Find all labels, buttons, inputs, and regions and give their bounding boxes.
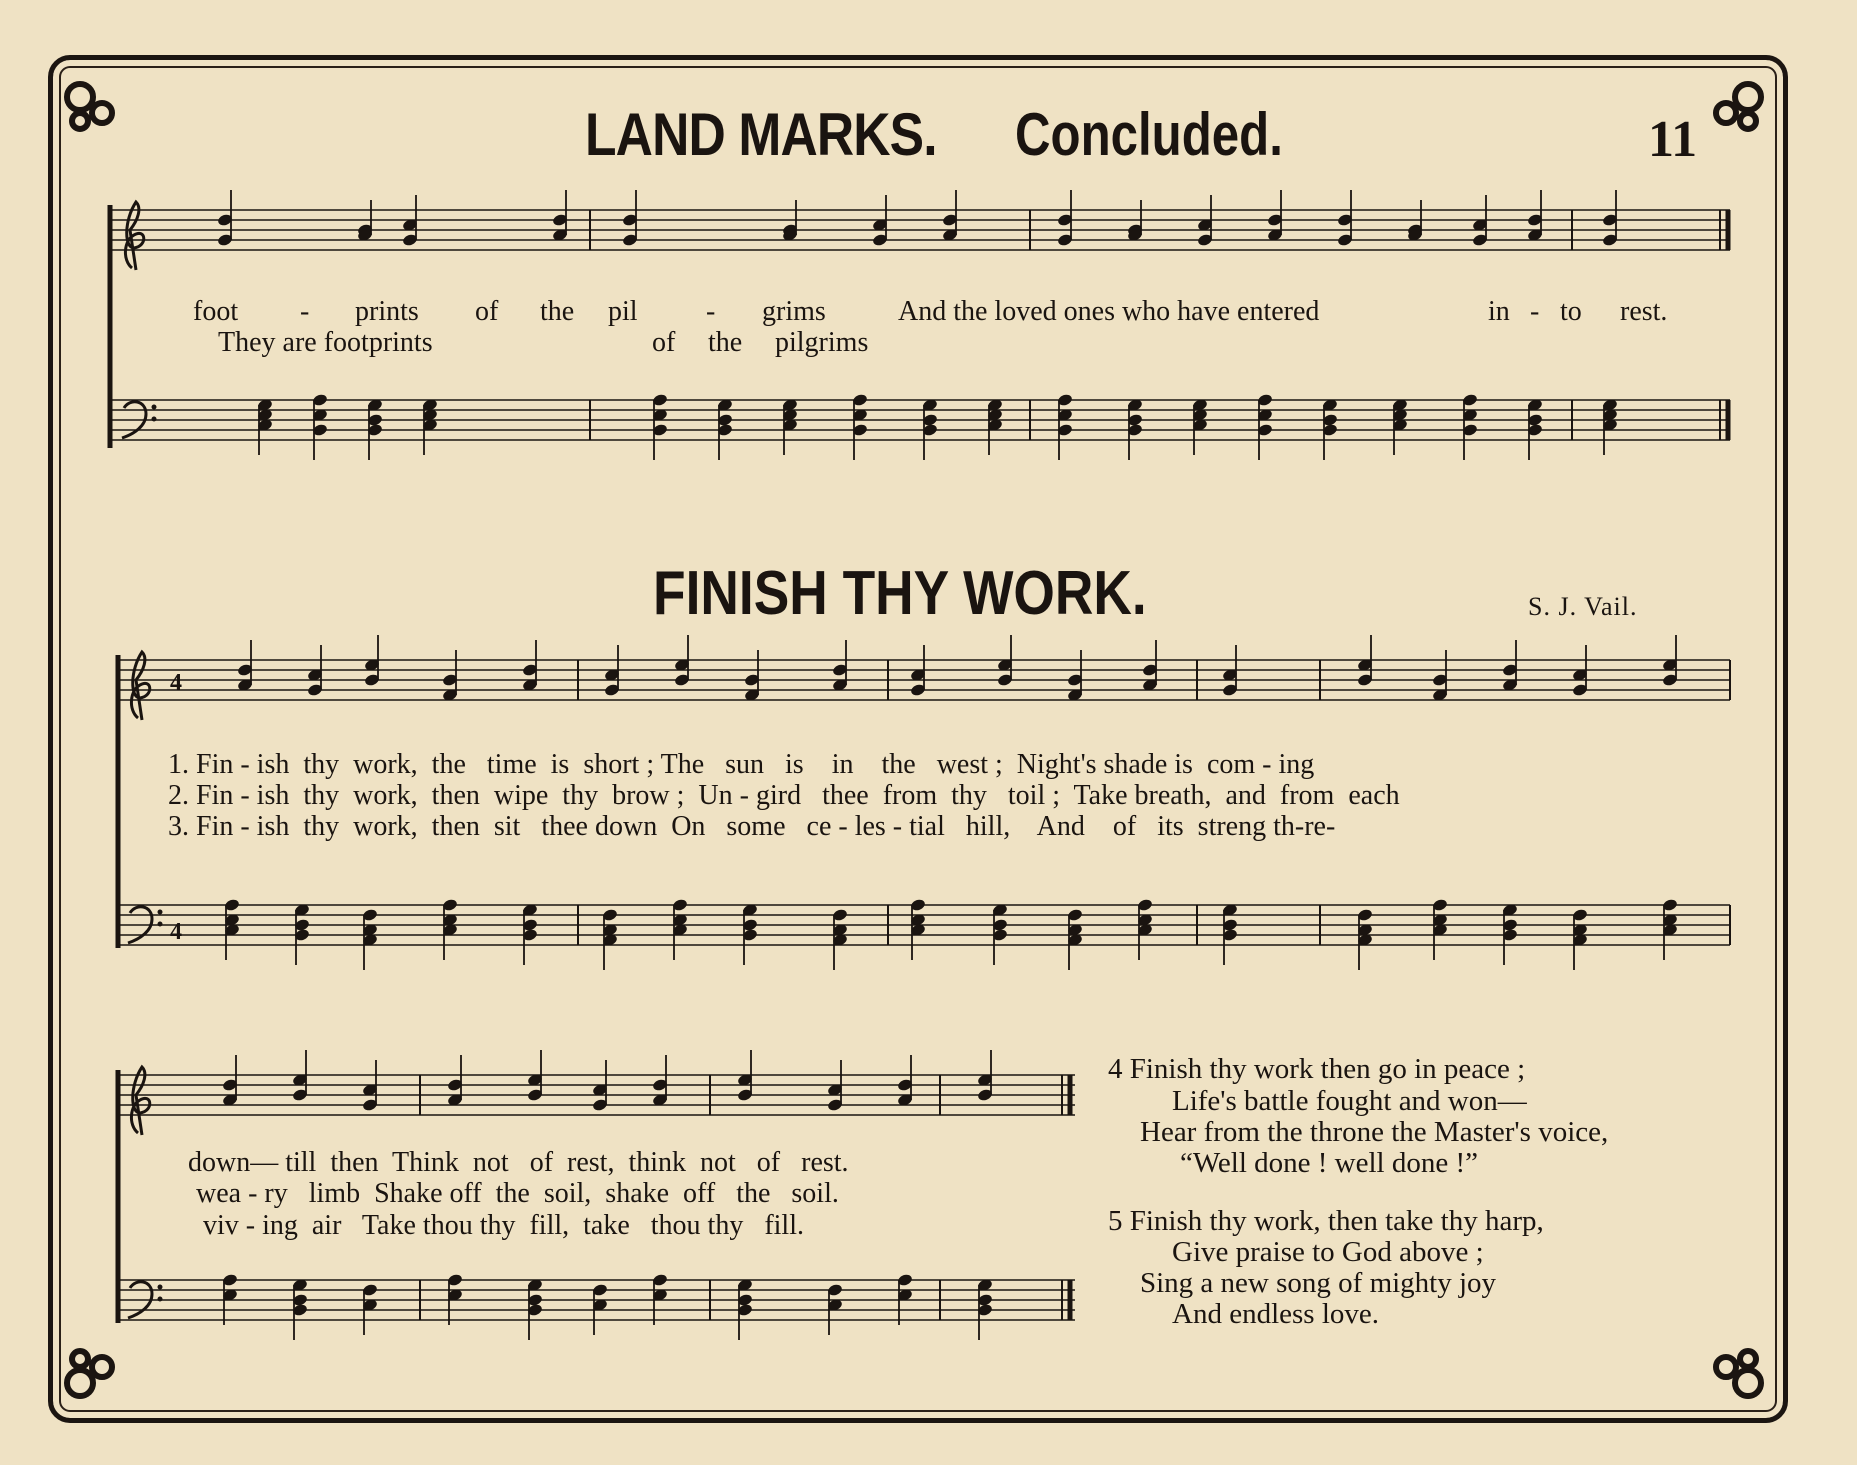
bass-clef-dot — [158, 1285, 163, 1290]
treble-clef-icon — [131, 652, 149, 720]
lyric-word: - — [300, 296, 310, 327]
lyric-word: - — [706, 296, 716, 327]
song-title: FINISH THY WORK. — [653, 559, 1147, 628]
verse-continuation-line: wea - ry limb Shake off the soil, shake off the soil. — [196, 1178, 839, 1209]
lyric-word: in — [1488, 296, 1510, 327]
verse-line: 3. Fin - ish thy work, then sit thee down On some ce - les - tial hill, And of its streng th-re- — [168, 811, 1336, 842]
bass-clef-dot — [158, 1297, 163, 1302]
lyric-word: They are footprints — [218, 327, 433, 358]
page-number: 11 — [1648, 111, 1698, 168]
time-signature: 4 — [170, 919, 182, 945]
bass-clef-dot — [152, 417, 157, 422]
verse-continuation-line: viv - ing air Take thou thy fill, take thou thy fill. — [203, 1210, 804, 1241]
treble-clef-icon — [125, 202, 143, 270]
stanza-line: Give praise to God above ; — [1172, 1236, 1484, 1268]
stanza-line: 4 Finish thy work then go in peace ; — [1108, 1053, 1526, 1085]
verse-line: 2. Fin - ish thy work, then wipe thy brow ; Un - gird thee from thy toil ; Take breath, and from each — [168, 780, 1400, 811]
lyric-word: rest. — [1620, 296, 1668, 327]
verse-continuation-line: down— till then Think not of rest, think not of rest. — [188, 1147, 849, 1178]
bass-clef-dot — [158, 922, 163, 927]
hymn-title: LAND MARKS. — [585, 101, 937, 168]
lyric-word: foot — [193, 296, 239, 327]
stanza-line: 5 Finish thy work, then take thy harp, — [1108, 1205, 1544, 1237]
lyric-word: of — [475, 296, 499, 327]
lyric-word: the — [708, 327, 743, 358]
hymn-subtitle: Concluded. — [1015, 101, 1283, 168]
bass-clef-dot — [152, 405, 157, 410]
lyric-word: pilgrims — [775, 327, 869, 358]
verse-line: 1. Fin - ish thy work, the time is short ; The sun is in the west ; Night's shade is com - ing — [168, 749, 1315, 780]
stanza-line: “Well done ! well done !” — [1180, 1147, 1479, 1179]
lyric-word: grims — [762, 296, 826, 327]
lyric-word: - — [1530, 296, 1540, 327]
stanza-line: Life's battle fought and won— — [1172, 1085, 1527, 1117]
stanza-line: Sing a new song of mighty joy — [1140, 1267, 1497, 1299]
bass-clef-dot — [158, 910, 163, 915]
lyric-word: to — [1560, 296, 1582, 327]
stanza-line: Hear from the throne the Master's voice, — [1140, 1116, 1609, 1148]
lyric-word: prints — [355, 296, 419, 327]
lyric-word: of — [652, 327, 676, 358]
lyric-word: And the loved ones who have entered — [898, 296, 1320, 327]
treble-clef-icon — [131, 1067, 149, 1135]
lyric-word: the — [540, 296, 575, 327]
time-signature: 4 — [170, 670, 182, 696]
lyric-word: pil — [608, 296, 638, 327]
stanza-line: And endless love. — [1172, 1298, 1379, 1330]
composer-credit: S. J. Vail. — [1528, 592, 1638, 621]
